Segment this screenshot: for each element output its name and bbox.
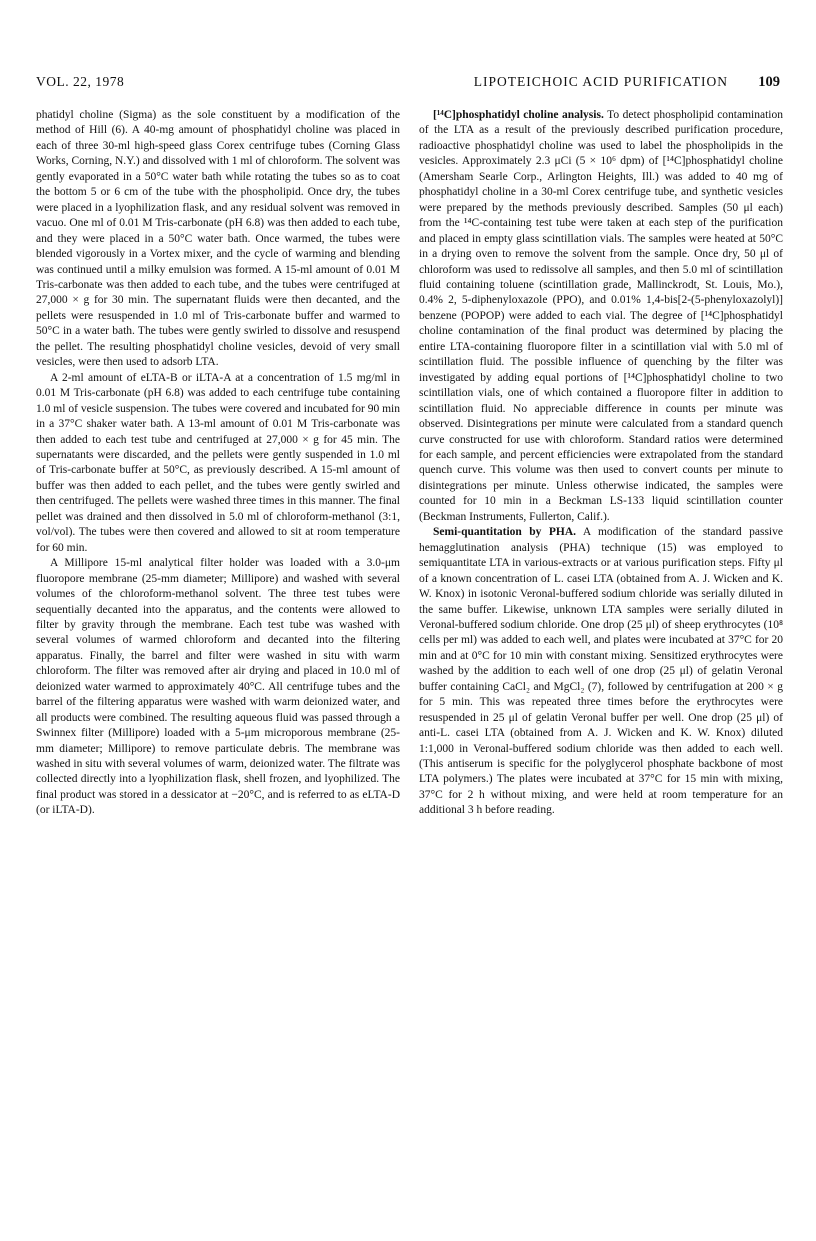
paragraph-vesicle-preparation: phatidyl choline (Sigma) as the sole constituent by a modification of the method of Hill (6). A 40-mg amount of phosphatidyl choline was placed in each of three 30-ml high-speed glass Corex centrifuge tubes (Corning Glass Works, Corning, N.Y.) and dissolved with 1 ml of chloroform. The solvent was gently evaporated in a 50°C water bath while rotating the tubes so as to coat the bottom 5 or 6 cm of the tube with the phospholipid. Once dry, the tubes were placed in a lyophilization flask, and any residual solvent was removed in vacuo. One ml of 0.01 M Tris-carbonate (pH 6.8) was then added to each tube, and they were placed in a 50°C water bath. Once warmed, the tubes were blended vigorously in a Vortex mixer, and the cycle of warming and blending was continued until a milky emulsion was formed. A 15-ml amount of 0.01 M Tris-carbonate was then added to each tube, and the tubes were centrifuged at 27,000 × g for 30 min. The supernatant fluids were then decanted, and the pellets were resuspended in 1.0 ml of Tris-carbonate buffer and warmed to 50°C in a water bath. The tubes were gently swirled to dissolve and resuspend the pellet. The resulting phosphatidyl choline vesicles, devoid of very small vesicles, were then used to adsorb LTA. xyxy=(36,109,400,369)
section-heading-pha: Semi-quantitation by PHA. xyxy=(433,526,577,539)
section-heading-phosphatidyl: [¹⁴C]phosphatidyl choline analysis. xyxy=(433,109,604,121)
paragraph-pha: A modification of the standard passive hemagglutination analysis (PHA) technique (15) was employed to semiquantitate LTA in various-extracts or at various purification steps. Fifty μl of a known concentration of L. casei LTA (obtained from A. J. Wicken and K. W. Knox) in isotonic Veronal-buffered sodium chloride was serially diluted in the same buffer. Likewise, unknown LTA samples were serially diluted in Veronal-buffered sodium chloride. One drop (25 μl) of sheep erythrocytes (10⁸ cells per ml) was added to each well, and plates were incubated at 37°C for 20 min and at 0°C for 10 min with constant mixing. Sensitized erythrocytes were washed by the addition to each well of one drop (25 μl) of gelatin Veronal buffer containing CaCl₂ and MgCl₂ (7), followed by centrifugation at 200 × g for 5 min. This was repeated three times before the erythrocytes were resuspended in 25 μl of gelatin Veronal buffer per well. One drop (25 μl) of anti-L. casei LTA (obtained from A. J. Wicken and K. W. Knox) diluted 1:1,000 in Veronal-buffered sodium chloride was then added to each well. (This antiserum is specific for the polyglycerol phosphate backbone of most LTA polymers.) The plates were incubated at 37°C for 15 min with mixing, 37°C for 2 h without mixing, and were held at room temperature for an additional 3 h before reading. xyxy=(419,526,783,817)
section-phosphatidyl-choline-analysis xyxy=(419,108,783,525)
paragraph-filtration: A Millipore 15-ml analytical filter holder was loaded with a 3.0-μm fluoropore membrane (25-mm diameter; Millipore) and washed with several volumes of the chloroform-methanol solvent. The three test tubes were sequentially decanted into the apparatus, and the contents were allowed to filter by gravity through the membrane. Each test tube was washed with several volumes of warmed chloroform and decanted into the filtering apparatus. Finally, the barrel and filter were washed in situ with warm chloroform. The filter was removed after air drying and placed in 10.0 ml of deionized water warmed to approximately 40°C. All centrifuge tubes and the barrel of the filtering apparatus were washed with warm deionized water, and all products were combined. The resulting aqueous fluid was passed through a Swinnex filter (Millipore) loaded with a 5-μm microporous membrane (25-mm diameter; Millipore) to remove particulate debris. The membrane was washed in situ with several volumes of warm, deionized water. The filtrate was collected directly into a lyophilization flask, shell frozen, and lyophilized. The final product was stored in a dessicator at −20°C, and is referred to as eLTA-D (or iLTA-D). xyxy=(36,557,400,817)
page-number: 109 xyxy=(758,74,780,90)
page-header xyxy=(36,74,780,94)
volume-label: VOL. 22, 1978 xyxy=(36,74,125,89)
left-column xyxy=(36,108,400,819)
running-title: LIPOTEICHOIC ACID PURIFICATION xyxy=(473,74,728,89)
paragraph-phosphatidyl-analysis: To detect phospholipid contamination of the LTA as a result of the previously described purification procedure, radioactive phosphatidyl choline was used to label the phospholipids in the vesicles. Approximately 2.3 μCi (5 × 10⁶ dpm) of [¹⁴C]phosphatidyl choline (Amersham Searle Corp., Arlington Heights, Ill.) was added to 40 mg of phosphatidyl choline in a 30-ml Corex centrifuge tube, and synthetic vesicles were prepared by the methods previously described. Samples (50 μl each) from the ¹⁴C-containing test tube were taken at each step of the purification and placed in empty glass scintillation vials. The samples were heated at 50°C in a drying oven to remove the solvent from the sample. Once dry, 50 μl of chloroform was used to redissolve all samples, and then 5.0 ml of scintillation fluid containing toluene (scintillation grade, Mallinckrodt, St. Louis, Mo.), 0.4% 2, 5-diphenyloxazole (PPO), and 0.01% 1,4-bis[2-(5-phenyloxazolyl)] benzene (POPOP) were added to each vial. The degree of [¹⁴C]phosphatidyl choline contamination of the final product was determined by placing the entire LTA-containing fluoropore filter in a scintillation vial with 5.0 ml of scintillation fluid. The possible influence of quenching by the filter was investigated by adding equal portions of [¹⁴C]phosphatidyl choline to two scintillation vials, one of which contained a fluoropore filter in addition to scintillation fluid. No appreciable difference in counts per minute was observed. Disintegrations per minute were calculated from a standard quench curve constructed for use with chloroform. Standard ratios were determined for each sample, and percent efficiencies were extrapolated from the standard quench curve. This volume was then used to convert counts per minute to disintegrations per minute. Unless otherwise indicated, the samples were counted for 10 min in a Beckman LS-133 liquid scintillation counter (Beckman Instruments, Fullerton, Calif.). xyxy=(419,109,783,523)
section-semi-quantitation xyxy=(419,525,783,819)
paragraph-lta-adsorption: A 2-ml amount of eLTA-B or iLTA-A at a concentration of 1.5 mg/ml in 0.01 M Tris-carbonate (pH 6.8) was added to each centrifuge tube containing 1.0 ml of vesicle suspension. The tubes were covered and incubated for 90 min in a 37°C shaker water bath. A 13-ml amount of 0.01 M Tris-carbonate was then added to each test tube and centrifuged at 27,000 × g for 45 min. The supernatants were discarded, and the pellets were gently suspended in 1.0 ml of Tris-carbonate buffer at 50°C, as previously described. A 15-ml amount of buffer was then added to each pellet, and the tubes were gently swirled and then centrifuged. The pellets were washed three times in this manner. The final pellet was drained and then dissolved in 5.0 ml of chloroform-methanol (3:1, vol/vol). The tubes were then covered and allowed to sit at room temperature for 60 min. xyxy=(36,371,400,554)
right-column xyxy=(419,108,783,819)
